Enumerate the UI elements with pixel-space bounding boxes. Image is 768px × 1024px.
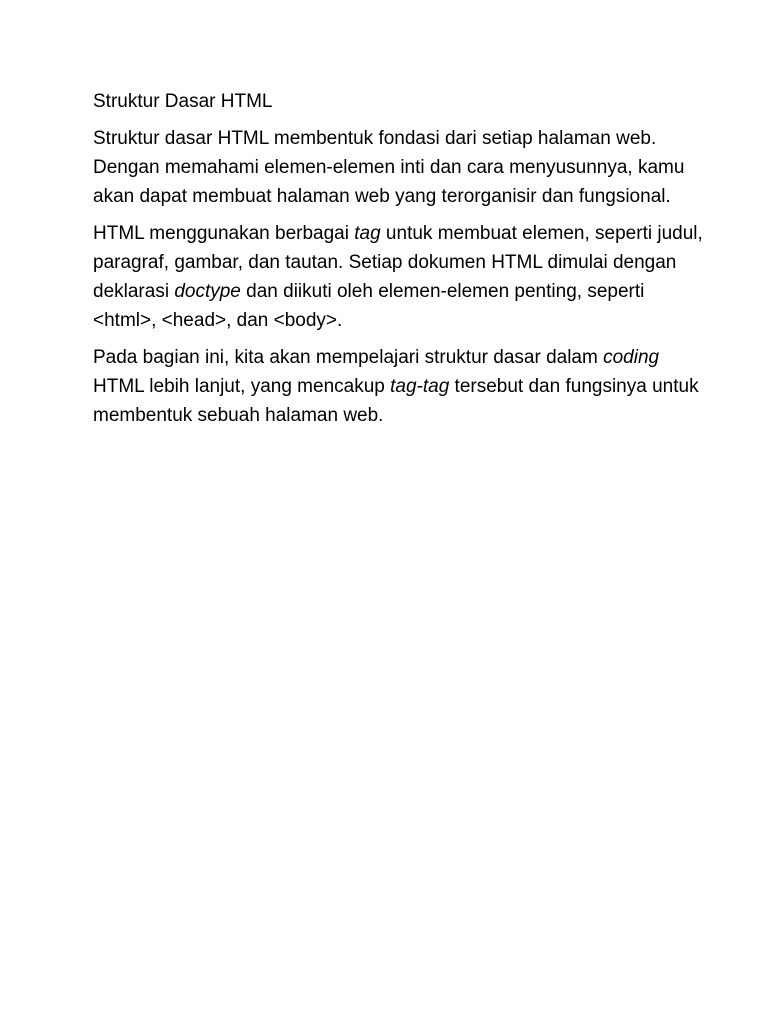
paragraph-text: untuk membuat elemen, seperti judul, paragraf, gambar, dan tautan. Setiap dokumen HTML dimulai dengan deklarasi: [93, 223, 703, 302]
paragraph-text: HTML lebih lanjut, yang mencakup: [93, 376, 391, 397]
emphasis-term: doctype: [174, 281, 241, 302]
paragraph-text: HTML menggunakan berbagai: [93, 223, 355, 244]
emphasis-term: tag: [354, 223, 381, 244]
paragraph-text: tersebut dan fungsinya untuk membentuk sebuah halaman web.: [93, 376, 699, 426]
paragraph-3: [93, 343, 708, 430]
paragraph-1: [93, 124, 708, 211]
paragraph-text: dan diikuti oleh elemen-elemen penting, seperti <html>, <head>, dan <body>.: [93, 281, 645, 331]
paragraph-2: [93, 219, 708, 335]
document-title: Struktur Dasar HTML: [93, 91, 273, 112]
emphasis-term: coding: [603, 347, 660, 368]
paragraph-text: Pada bagian ini, kita akan mempelajari struktur dasar dalam: [93, 347, 604, 368]
paragraph-text: Struktur dasar HTML membentuk fondasi dari setiap halaman web. Dengan memahami elemen-elemen inti dan cara menyusunnya, kamu akan dapat membuat halaman web yang terorganisir dan fungsional.: [93, 128, 685, 207]
emphasis-term: tag-tag: [390, 376, 450, 397]
